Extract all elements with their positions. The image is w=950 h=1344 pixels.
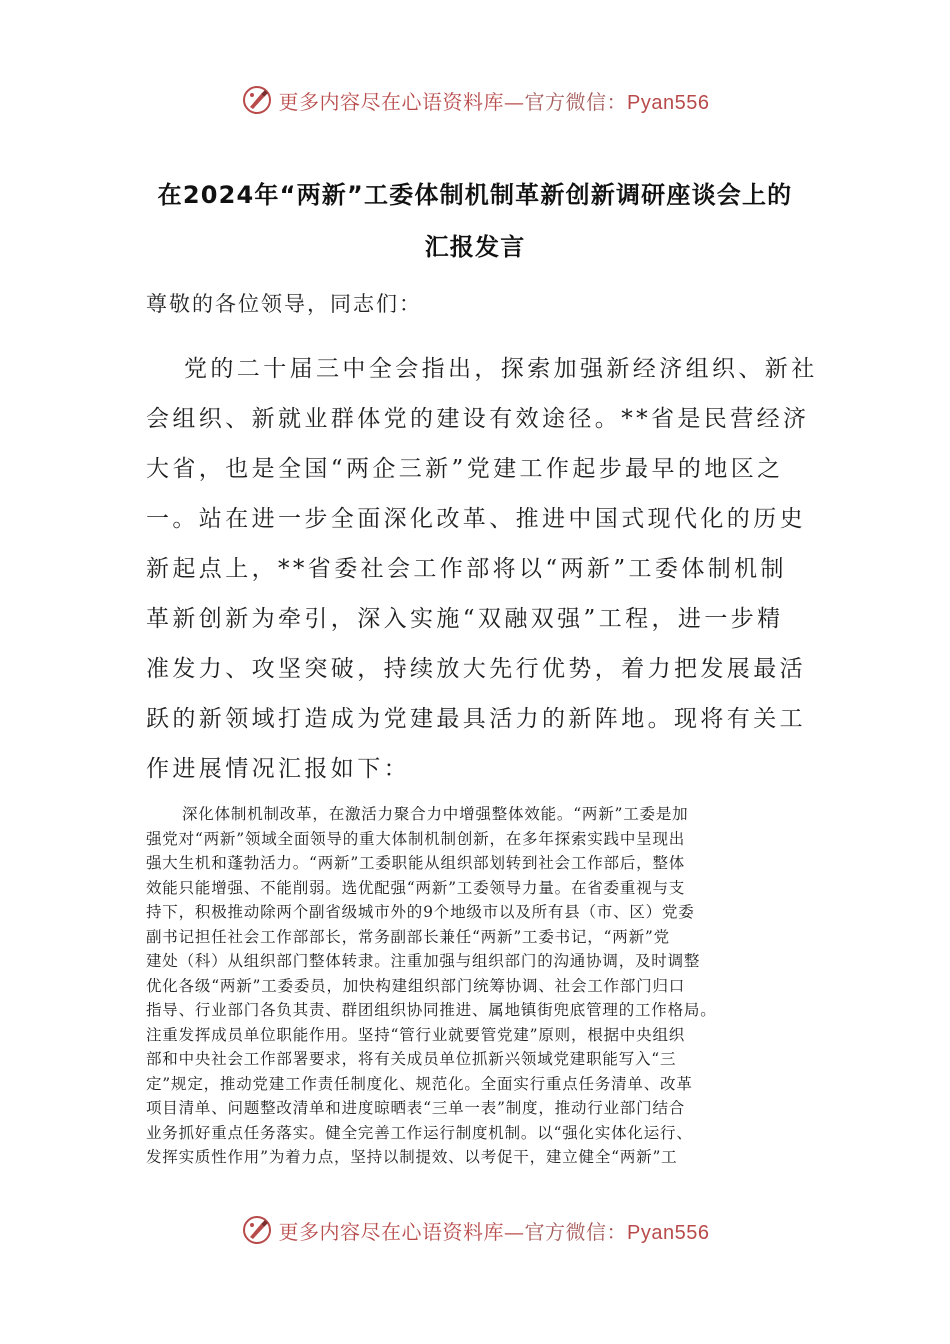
intro-line: 会组织、新就业群体党的建设有效途径。**省是民营经济 (146, 406, 810, 432)
section-line: 部和中央社会工作部署要求，将有关成员单位抓新兴领域党建职能写入“三 (146, 1050, 677, 1068)
section-line: 项目清单、问题整改清单和进度晾晒表“三单一表”制度，推动行业部门结合 (146, 1099, 686, 1117)
banner-label: 官方微信： (524, 1219, 628, 1244)
intro-line: 一。站在进一步全面深化改革、推进中国式现代化的历史 (146, 506, 806, 532)
banner-text (279, 86, 710, 115)
section-line: 强党对“两新”领域全面领导的重大体制机制创新，在多年探索实践中呈现出 (146, 829, 686, 848)
section-line: 建处（科）从组织部门整体转隶。注重加强与组织部门的沟通协调，及时调整 (146, 952, 701, 970)
footer-watermark-banner (0, 1210, 950, 1250)
section-line: 定”规定，推动党建工作责任制度化、规范化。全面实行重点任务清单、改革 (146, 1074, 693, 1093)
salutation: 尊敬的各位领导，同志们： (146, 292, 422, 316)
header-watermark-banner (0, 80, 950, 120)
section-line: 优化各级“两新”工委委员，加快构建组织部门统筹协调、社会工作部门归口 (146, 976, 686, 995)
section-line: 强大生机和蓬勃活力。“两新”工委职能从组织部划转到社会工作部后，整体 (146, 854, 686, 872)
section-line: 效能只能增强、不能削弱。选优配强“两新”工委领导力量。在省委重视与支 (146, 878, 686, 897)
banner-separator: — (504, 89, 525, 114)
section-line: 指导、行业部门各负其责、群团组织协同推进、属地镇街兜底管理的工作格局。 (146, 1001, 717, 1019)
intro-line: 党的二十届三中全会指出，探索加强新经济组织、新社 (184, 356, 818, 382)
document-title-line-2: 汇报发言 (424, 233, 526, 261)
banner-text (279, 1216, 710, 1245)
intro-paragraph (146, 344, 818, 794)
banner-separator: — (504, 1219, 525, 1244)
pen-nib-logo-icon (241, 1214, 273, 1246)
banner-wechat-id: Pyan556 (627, 91, 710, 114)
section-line: 业务抓好重点任务落实。健全完善工作运行制度机制。以“强化实体化运行、 (146, 1123, 693, 1142)
section-line: 副书记担任社会工作部部长，常务副部长兼任“两新”工委书记，“两新”党 (146, 927, 670, 946)
pen-nib-logo-icon (241, 84, 273, 116)
section-line: 深化体制机制改革，在激活力聚合力中增强整体效能。“两新”工委是加 (182, 805, 689, 823)
section-line: 发挥实质性作用”为着力点，坚持以制提效、以考促干，建立健全“两新”工 (146, 1148, 678, 1166)
banner-brand: 更多内容尽在心语资料库 (278, 89, 505, 114)
intro-line: 革新创新为牵引，深入实施“双融双强”工程，进一步精 (146, 606, 784, 632)
section-line: 持下，积极推动除两个副省级城市外的9个地级市以及所有县（市、区）党委 (146, 903, 695, 921)
document-title-line-1: 在2024年“两新”工委体制机制革新创新调研座谈会上的 (157, 181, 793, 209)
banner-label: 官方微信： (524, 89, 628, 114)
section-paragraph (146, 802, 816, 1170)
section-line: 注重发挥成员单位职能作用。坚持“管行业就要管党建”原则，根据中央组织 (146, 1025, 686, 1044)
intro-line: 作进展情况汇报如下： (146, 756, 410, 782)
intro-line: 新起点上，**省委社会工作部将以“两新”工委体制机制 (146, 556, 787, 582)
intro-line: 准发力、攻坚突破，持续放大先行优势，着力把发展最活 (146, 656, 806, 682)
banner-brand: 更多内容尽在心语资料库 (278, 1219, 505, 1244)
intro-line: 跃的新领域打造成为党建最具活力的新阵地。现将有关工 (146, 706, 806, 732)
banner-wechat-id: Pyan556 (627, 1221, 710, 1244)
intro-line: 大省，也是全国“两企三新”党建工作起步最早的地区之 (146, 456, 784, 482)
